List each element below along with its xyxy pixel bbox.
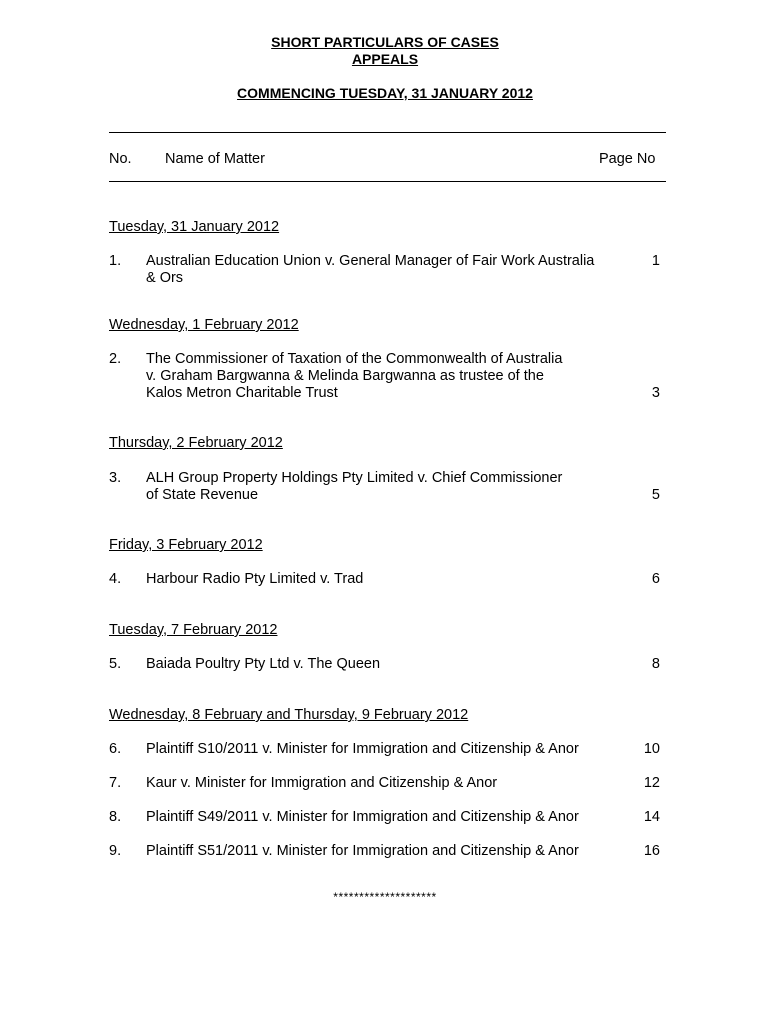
case-name (146, 571, 363, 588)
case-name (146, 741, 579, 758)
column-no: No. (109, 151, 132, 167)
day-heading: Tuesday, 7 February 2012 (109, 622, 278, 638)
case-name-line: Baiada Poultry Pty Ltd v. The Queen (146, 656, 381, 672)
case-entry (109, 843, 666, 860)
end-of-list-stars: ******************** (333, 890, 437, 904)
case-name-line: Plaintiff S51/2011 v. Minister for Immigration and Citizenship & Anor (146, 843, 579, 859)
case-entry (109, 775, 666, 792)
column-page: Page No (599, 151, 656, 167)
case-page: 12 (643, 775, 660, 791)
case-entry (109, 741, 666, 758)
case-number: 9. (109, 843, 122, 859)
case-name-line: Harbour Radio Pty Limited v. Trad (146, 571, 364, 587)
case-page: 6 (651, 571, 660, 587)
commencing-date: COMMENCING TUESDAY, 31 JANUARY 2012 (237, 85, 533, 101)
header-rule-top (109, 132, 666, 133)
case-name (146, 843, 579, 860)
case-number: 4. (109, 571, 122, 587)
day-heading: Wednesday, 8 February and Thursday, 9 February 2012 (109, 707, 469, 723)
case-entry (109, 571, 666, 588)
case-name (146, 351, 562, 402)
case-name (146, 656, 380, 673)
case-entry (109, 351, 666, 402)
case-name-line: Plaintiff S49/2011 v. Minister for Immigration and Citizenship & Anor (146, 809, 579, 825)
case-number: 8. (109, 809, 122, 825)
case-name-line: Plaintiff S10/2011 v. Minister for Immigration and Citizenship & Anor (146, 741, 579, 757)
case-page: 10 (643, 741, 660, 757)
day-heading: Tuesday, 31 January 2012 (109, 219, 280, 235)
title-line-1: SHORT PARTICULARS OF CASES (271, 34, 499, 50)
case-name-line: Kalos Metron Charitable Trust (146, 385, 338, 401)
case-page: 8 (651, 656, 660, 672)
case-name (146, 253, 594, 287)
day-heading: Wednesday, 1 February 2012 (109, 317, 299, 333)
case-name-line: ALH Group Property Holdings Pty Limited v. Chief Commissioner (146, 470, 563, 486)
case-number: 2. (109, 351, 122, 367)
case-page: 3 (651, 385, 660, 401)
case-name-line: The Commissioner of Taxation of the Commonwealth of Australia (146, 351, 563, 367)
column-name: Name of Matter (165, 151, 265, 167)
day-heading: Thursday, 2 February 2012 (109, 435, 283, 451)
case-number: 7. (109, 775, 122, 791)
case-name-line: Australian Education Union v. General Manager of Fair Work Australia (146, 253, 595, 269)
case-entry (109, 656, 666, 673)
header-rule-bottom (109, 181, 666, 182)
case-name-line: of State Revenue (146, 487, 259, 503)
day-heading: Friday, 3 February 2012 (109, 537, 263, 553)
case-page: 16 (643, 843, 660, 859)
case-number: 5. (109, 656, 122, 672)
case-page: 1 (651, 253, 660, 269)
case-page: 5 (651, 487, 660, 503)
case-name-line: & Ors (146, 270, 184, 286)
case-name-line: v. Graham Bargwanna & Melinda Bargwanna as trustee of the (146, 368, 544, 384)
title-line-2: APPEALS (351, 51, 419, 67)
case-name-line: Kaur v. Minister for Immigration and Citizenship & Anor (146, 775, 498, 791)
case-name (146, 775, 497, 792)
case-page: 14 (643, 809, 660, 825)
case-name (146, 470, 562, 504)
case-entry (109, 253, 666, 287)
case-number: 1. (109, 253, 122, 269)
case-number: 3. (109, 470, 122, 486)
case-number: 6. (109, 741, 122, 757)
case-entry (109, 809, 666, 826)
case-name (146, 809, 579, 826)
case-entry (109, 470, 666, 504)
